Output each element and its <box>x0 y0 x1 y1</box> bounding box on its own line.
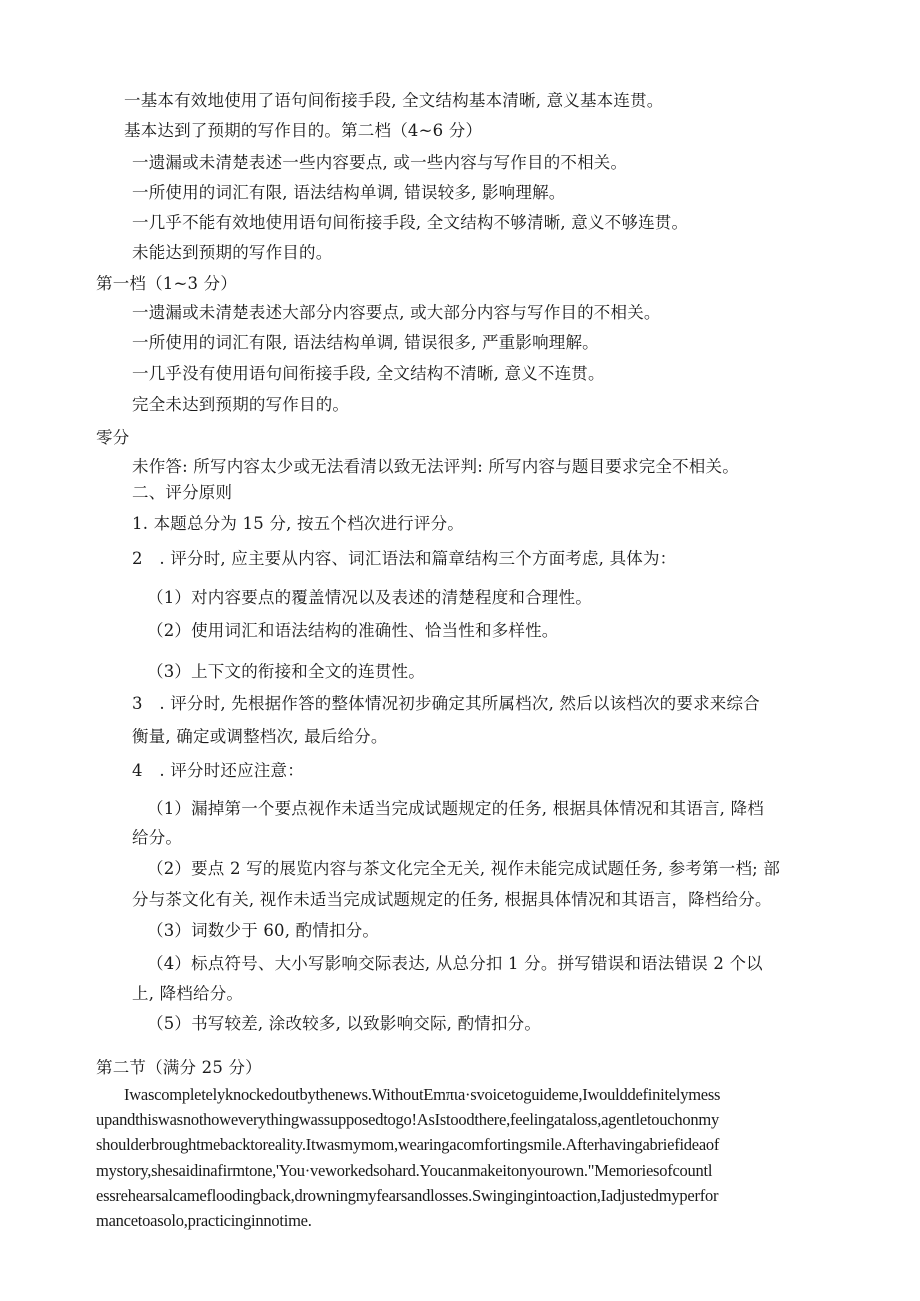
text-line: 完全未达到预期的写作目的。 <box>132 395 350 414</box>
text-line: （1）漏掉第一个要点视作未适当完成试题规定的任务, 根据具体情况和其语言, 降档 <box>147 799 764 818</box>
text-line: 分与茶文化有关, 视作未适当完成试题规定的任务, 根据具体情况和其语言，降档给分。 <box>132 890 772 909</box>
essay-line: upandthiswasnothoweverythingwassupposedtogo!AsIstoodthere,feelingataloss,agentletouchonmy <box>96 1110 719 1129</box>
section-heading: 二、评分原则 <box>132 483 233 502</box>
text-line: 基本达到了预期的写作目的。第二档（4~6 分） <box>124 121 483 140</box>
text-line: 一几乎没有使用语句间衔接手段, 全文结构不清晰, 意义不连贯。 <box>132 364 605 383</box>
text-line: 未作答: 所写内容太少或无法看清以致无法评判: 所写内容与题目要求完全不相关。 <box>132 457 739 476</box>
text-line: 2 . 评分时, 应主要从内容、词汇语法和篇章结构三个方面考虑, 具体为： <box>132 549 677 568</box>
essay-line: mancetoasolo,practicinginnotime. <box>96 1211 312 1230</box>
text-line: （2）使用词汇和语法结构的准确性、恰当性和多样性。 <box>147 621 559 640</box>
section-heading: 第二节（满分 25 分） <box>96 1058 262 1077</box>
text-line: （3）词数少于 60, 酌情扣分。 <box>147 921 380 940</box>
text-line: 一所使用的词汇有限, 语法结构单调, 错误较多, 影响理解。 <box>132 183 566 202</box>
text-line: 一几乎不能有效地使用语句间衔接手段, 全文结构不够清晰, 意义不够连贯。 <box>132 213 689 232</box>
essay-line: essrehearsalcamefloodingback,drowningmyfearsandlosses.Swingingintoaction,Iadjustedmyperfor <box>96 1186 719 1205</box>
text-line: （2）要点 2 写的展览内容与茶文化完全无关, 视作未能完成试题任务, 参考第一档; 部 <box>147 859 781 878</box>
text-line: 4 . 评分时还应注意： <box>132 761 304 780</box>
text-line: 1. 本题总分为 15 分, 按五个档次进行评分。 <box>132 514 464 533</box>
text-line: 3 . 评分时, 先根据作答的整体情况初步确定其所属档次, 然后以该档次的要求来综合 <box>132 694 760 713</box>
text-line: 一所使用的词汇有限, 语法结构单调, 错误很多, 严重影响理解。 <box>132 333 599 352</box>
essay-line: shoulderbroughtmebacktoreality.Itwasmymom,wearingacomfortingsmile.Afterhavingabriefideaof <box>96 1135 720 1154</box>
text-line: 一基本有效地使用了语句间衔接手段, 全文结构基本清晰, 意义基本连贯。 <box>124 91 664 110</box>
section-heading: 第一档（1~3 分） <box>96 274 238 293</box>
text-line: 一遗漏或未清楚表述一些内容要点, 或一些内容与写作目的不相关。 <box>132 153 628 172</box>
text-line: 一遗漏或未清楚表述大部分内容要点, 或大部分内容与写作目的不相关。 <box>132 303 661 322</box>
text-line: （4）标点符号、大小写影响交际表达, 从总分扣 1 分。拼写错误和语法错误 2 个以 <box>147 954 763 973</box>
essay-line: Iwascompletelyknockedoutbythenews.WithoutEmπιa·svoicetoguideme,Iwoulddefinitelymess <box>124 1085 721 1104</box>
essay-line: mystory,shesaidinafirmtone,'You·veworkedsohard.Youcanmakeitonyourown."Memoriesofcountl <box>96 1161 713 1180</box>
text-line: （3）上下文的衔接和全文的连贯性。 <box>147 662 425 681</box>
section-heading: 零分 <box>96 428 130 447</box>
text-line: （1）对内容要点的覆盖情况以及表述的清楚程度和合理性。 <box>147 588 592 607</box>
text-line: 上, 降档给分。 <box>132 984 244 1003</box>
text-line: 未能达到预期的写作目的。 <box>132 243 333 262</box>
text-line: （5）书写较差, 涂改较多, 以致影响交际, 酌情扣分。 <box>147 1014 542 1033</box>
text-line: 衡量, 确定或调整档次, 最后给分。 <box>132 727 388 746</box>
text-line: 给分。 <box>132 828 183 847</box>
